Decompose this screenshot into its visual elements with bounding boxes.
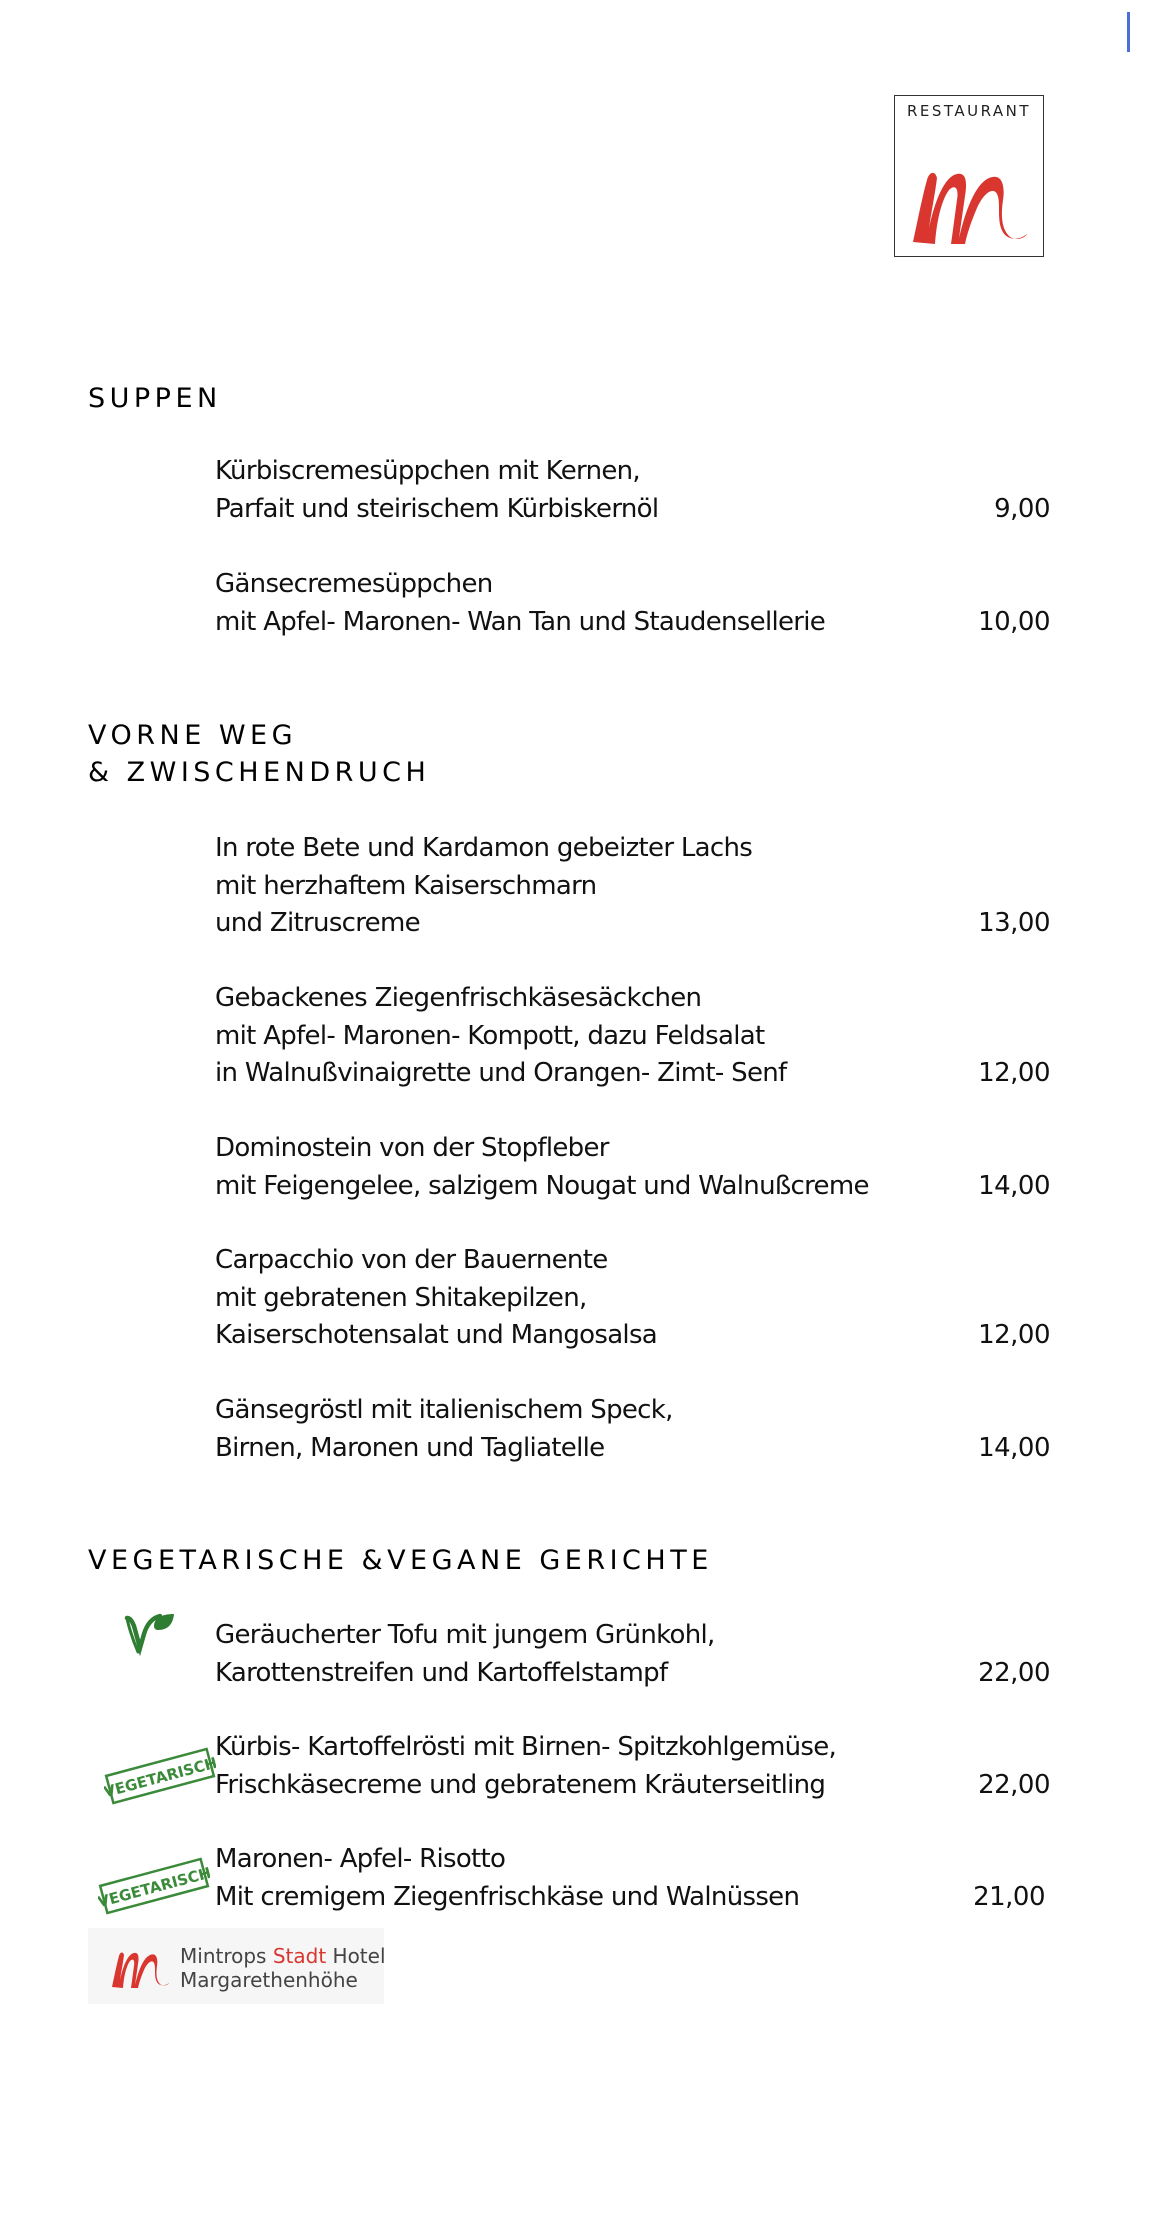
menu-item <box>215 1729 1050 1804</box>
item-price: 10,00 <box>978 606 1050 637</box>
vegan-icon <box>124 1612 176 1662</box>
item-line: mit Apfel- Maronen- Kompott, dazu Feldsalat <box>215 1020 765 1051</box>
item-line: Geräucherter Tofu mit jungem Grünkohl, <box>215 1620 715 1650</box>
item-price: 12,00 <box>978 1320 1050 1350</box>
item-line: Parfait und steirischem Kürbiskernöl <box>215 493 659 524</box>
item-price: 21,00 <box>973 1881 1045 1912</box>
menu-item <box>215 1617 1050 1692</box>
item-line: Carpacchio von der Bauernente <box>215 1245 608 1275</box>
m-logo-icon <box>905 154 1033 250</box>
item-line: in Walnußvinaigrette und Orangen- Zimt- Senf <box>215 1058 787 1088</box>
item-line: Gänsecremesüppchen <box>215 569 493 599</box>
vegetarisch-stamp <box>104 1746 216 1810</box>
item-price: 22,00 <box>978 1769 1050 1800</box>
section-title-vorne-weg: VORNE WEG & ZWISCHENDRUCH <box>88 720 431 788</box>
restaurant-logo <box>894 95 1044 257</box>
item-line: mit gebratenen Shitakepilzen, <box>215 1282 587 1313</box>
menu-item <box>215 980 1050 1093</box>
item-price: 22,00 <box>978 1657 1050 1688</box>
item-line: mit Apfel- Maronen- Wan Tan und Staudensellerie <box>215 606 826 637</box>
item-line: mit herzhaftem Kaiserschmarn <box>215 870 597 901</box>
item-line: Maronen- Apfel- Risotto <box>215 1844 506 1874</box>
hotel-name: Mintrops Stadt Hotel <box>180 1944 386 1968</box>
m-logo-icon <box>108 1942 172 1992</box>
item-line: Dominostein von der Stopfleber <box>215 1133 609 1163</box>
item-line: Gänsegröstl mit italienischem Speck, <box>215 1395 673 1425</box>
item-line: Kürbis- Kartoffelrösti mit Birnen- Spitzkohlgemüse, <box>215 1732 837 1762</box>
section-title-suppen: SUPPEN <box>88 383 222 414</box>
item-line: Birnen, Maronen und Tagliatelle <box>215 1432 605 1463</box>
item-line: In rote Bete und Kardamon gebeizter Lachs <box>215 833 753 863</box>
svg-text:VEGETARISCH: VEGETARISCH <box>104 1753 216 1802</box>
logo-label: RESTAURANT <box>906 102 1032 120</box>
svg-text:VEGETARISCH: VEGETARISCH <box>98 1863 210 1912</box>
menu-item <box>215 830 1050 943</box>
menu-item <box>215 453 1050 528</box>
item-price: 14,00 <box>978 1432 1050 1463</box>
page-edge-mark <box>1127 12 1130 52</box>
item-price: 14,00 <box>978 1170 1050 1201</box>
hotel-logo <box>88 1928 384 2004</box>
section-title-vegetarisch: VEGETARISCHE &VEGANE GERICHTE <box>88 1545 713 1576</box>
item-price: 13,00 <box>978 908 1050 938</box>
item-line: Kürbiscremesüppchen mit Kernen, <box>215 456 640 486</box>
item-line: und Zitruscreme <box>215 908 420 938</box>
item-line: mit Feigengelee, salzigem Nougat und Walnußcreme <box>215 1170 869 1201</box>
menu-item <box>215 566 1050 641</box>
menu-item <box>215 1841 1045 1916</box>
item-price: 12,00 <box>978 1058 1050 1088</box>
hotel-location: Margarethenhöhe <box>180 1968 358 1992</box>
item-line: Kaiserschotensalat und Mangosalsa <box>215 1320 658 1350</box>
item-line: Frischkäsecreme und gebratenem Kräuterseitling <box>215 1769 826 1800</box>
item-price: 9,00 <box>994 493 1050 524</box>
item-line: Gebackenes Ziegenfrischkäsesäckchen <box>215 983 702 1013</box>
menu-item <box>215 1130 1050 1205</box>
item-line: Mit cremigem Ziegenfrischkäse und Walnüssen <box>215 1881 800 1912</box>
item-line: Karottenstreifen und Kartoffelstampf <box>215 1657 668 1688</box>
vegetarisch-stamp <box>98 1856 210 1920</box>
menu-item <box>215 1392 1050 1467</box>
menu-item <box>215 1242 1050 1355</box>
